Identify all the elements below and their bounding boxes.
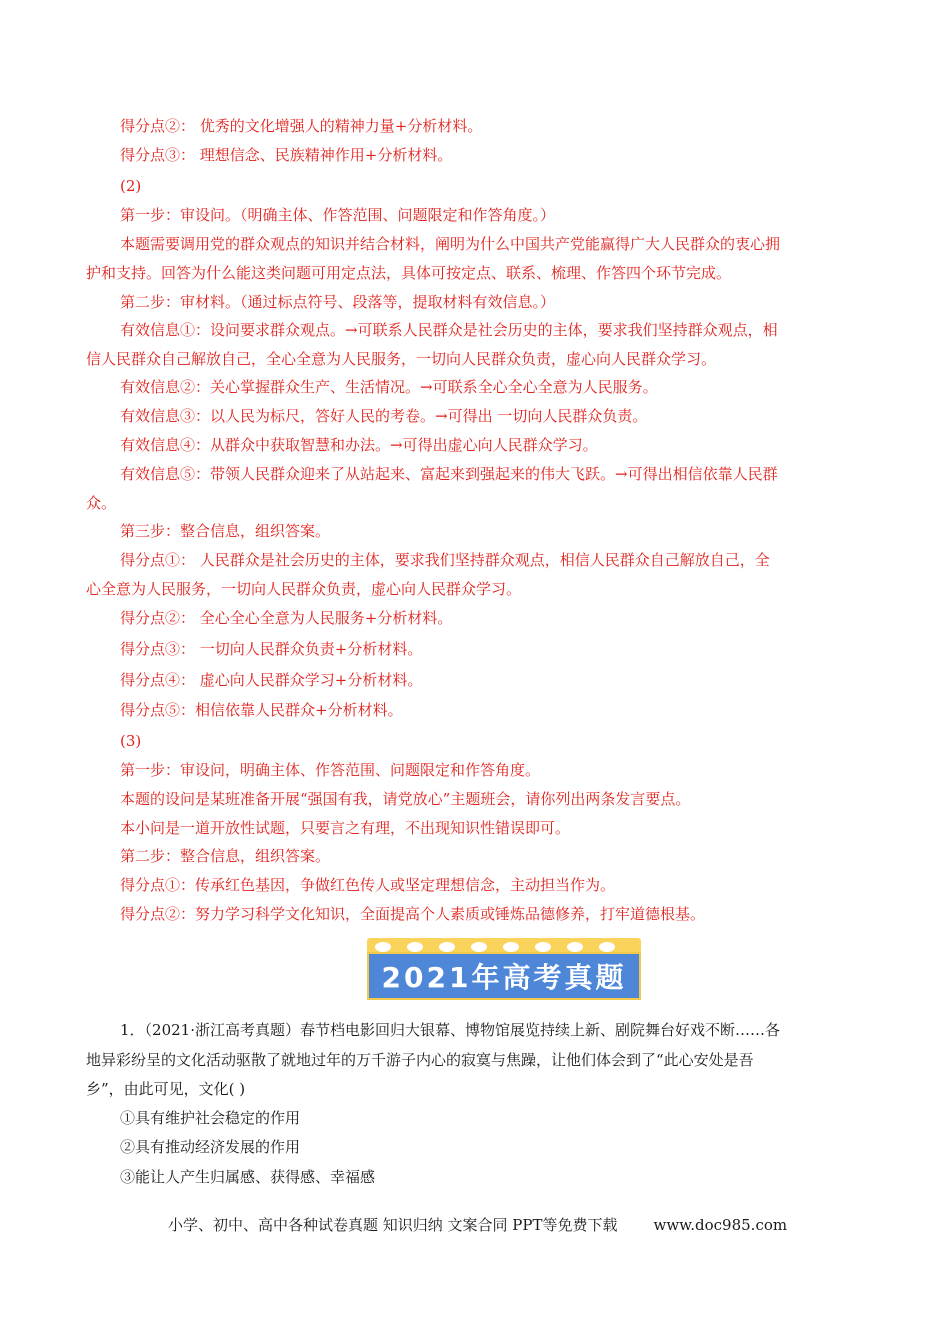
banner-dot (567, 942, 583, 952)
text-line: 有效信息②：关心掌握群众生产、生活情况。→可联系全心全心全意为人民服务。 (120, 378, 658, 396)
banner-dot (439, 942, 455, 952)
text-line: 有效信息③：以人民为标尺，答好人民的考卷。→可得出 一切向人民群众负责。 (120, 407, 648, 425)
banner-dot (599, 942, 615, 952)
text-line: 第一步：审设问，明确主体、作答范围、问题限定和作答角度。 (120, 761, 541, 779)
text-line: ①具有维护社会稳定的作用 (120, 1109, 301, 1127)
text-line: 有效信息⑤：带领人民群众迎来了从站起来、富起来到强起来的伟大飞跃。→可得出相信依靠人民群 (120, 465, 778, 483)
page-footer (168, 1214, 787, 1235)
text-line: 得分点③： 理想信念、民族精神作用+分析材料。 (120, 146, 453, 164)
text-line: 得分点①：传承红色基因，争做红色传人或坚定理想信念，主动担当作为。 (120, 876, 616, 894)
text-line: (2) (120, 177, 142, 195)
text-line: 本题需要调用党的群众观点的知识并结合材料，阐明为什么中国共产党能赢得广大人民群众的衷心拥 (120, 235, 781, 253)
text-line: 第二步：审材料。（通过标点符号、段落等，提取材料有效信息。） (120, 293, 556, 311)
text-line: 护和支持。回答为什么能这类问题可用定点法，具体可按定点、联系、梳理、作答四个环节完成。 (86, 264, 732, 282)
text-line: 本小问是一道开放性试题，只要言之有理，不出现知识性错误即可。 (120, 819, 571, 837)
footer-text: 小学、初中、高中各种试卷真题 知识归纳 文案合同 PPT等免费下载 (168, 1216, 618, 1234)
banner-dot (407, 942, 423, 952)
text-line: 得分点③： 一切向人民群众负责+分析材料。 (120, 640, 423, 658)
text-line: 得分点②：努力学习科学文化知识，全面提高个人素质或锤炼品德修养，打牢道德根基。 (120, 905, 706, 923)
text-line: 得分点①： 人民群众是社会历史的主体，要求我们坚持群众观点，相信人民群众自己解放自己，全 (120, 551, 770, 569)
text-line: 有效信息①：设问要求群众观点。→可联系人民群众是社会历史的主体，要求我们坚持群众观点，相 (120, 321, 778, 339)
text-line: 1．（2021·浙江高考真题）春节档电影回归大银幕、博物馆展览持续上新、剧院舞台好戏不断……各 (120, 1021, 780, 1039)
text-line: (3) (120, 732, 142, 750)
text-line: 地异彩纷呈的文化活动驱散了就地过年的万千游子内心的寂寞与焦躁，让他们体会到了“此心安处是吾 (86, 1051, 754, 1069)
text-line: ②具有推动经济发展的作用 (120, 1138, 301, 1156)
text-line: 得分点②： 全心全心全意为人民服务+分析材料。 (120, 609, 453, 627)
banner-title: 2021年高考真题 (381, 961, 627, 994)
text-line: 本题的设问是某班准备开展“强国有我，请党放心”主题班会，请你列出两条发言要点。 (120, 790, 691, 808)
banner-dot (375, 942, 391, 952)
text-line: 得分点⑤：相信依靠人民群众+分析材料。 (120, 701, 403, 719)
banner-dots (375, 942, 615, 952)
text-line: 第三步：整合信息，组织答案。 (120, 522, 331, 540)
banner-dot (471, 942, 487, 952)
text-line: 乡”，由此可见，文化( ) (86, 1080, 246, 1098)
text-line: 第二步：整合信息，组织答案。 (120, 847, 331, 865)
text-line: ③能让人产生归属感、获得感、幸福感 (120, 1168, 376, 1186)
text-line: 第一步：审设问。（明确主体、作答范围、问题限定和作答角度。） (120, 206, 556, 224)
text-line: 有效信息④：从群众中获取智慧和办法。→可得出虚心向人民群众学习。 (120, 436, 598, 454)
text-line: 信人民群众自己解放自己，全心全意为人民服务，一切向人民群众负责，虚心向人民群众学习。 (86, 350, 717, 368)
text-line: 得分点②： 优秀的文化增强人的精神力量+分析材料。 (120, 117, 483, 135)
text-line: 心全意为人民服务，一切向人民群众负责，虚心向人民群众学习。 (86, 580, 522, 598)
section-banner (367, 938, 641, 1000)
text-line: 众。 (86, 494, 117, 512)
banner-panel (367, 952, 641, 1000)
banner-dot (503, 942, 519, 952)
footer-link[interactable]: www.doc985.com (653, 1216, 788, 1234)
banner-dot (535, 942, 551, 952)
text-line: 得分点④： 虚心向人民群众学习+分析材料。 (120, 671, 423, 689)
